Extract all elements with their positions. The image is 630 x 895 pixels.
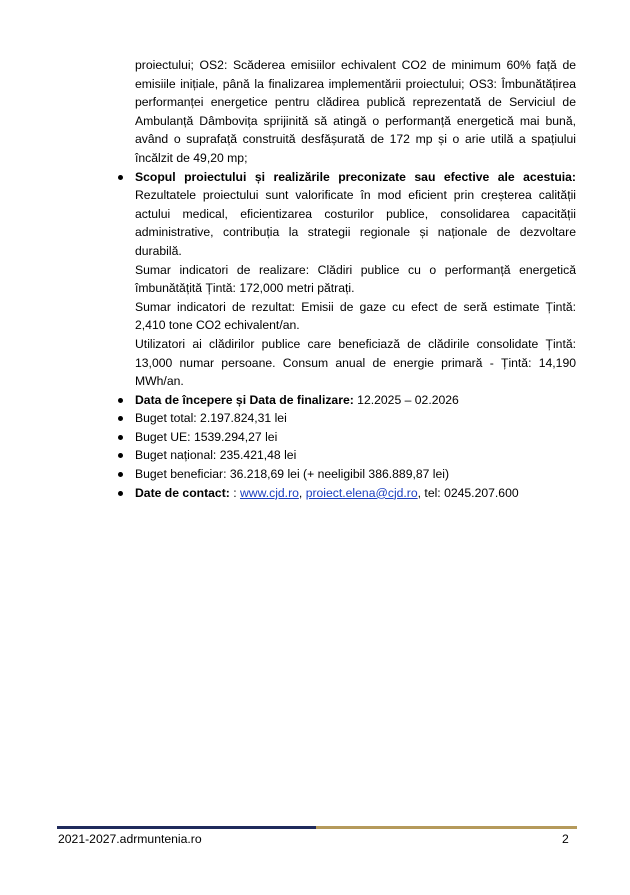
page-number: 2 — [562, 832, 569, 846]
dates-label: Data de începere și Data de finalizare: — [135, 392, 354, 407]
contact-phone: , tel: 0245.207.600 — [417, 485, 519, 500]
realization-indicators: Sumar indicatori de realizare: Clădiri publice cu o performanță energetică îmbunătățită Țintă: 172,000 metri pătrați. — [135, 262, 576, 296]
contact-bullet — [135, 484, 576, 503]
scope-bullet — [135, 168, 576, 261]
scope-text: Rezultatele proiectului sunt valorificate în mod eficient prin creșterea calității actului medical, eficientizarea costurilor publice, consolidarea capacității administrative, contribuția la strategii regionale și naționale de dezvoltare durabilă. — [135, 188, 576, 258]
footer-bar-gold — [316, 826, 577, 829]
contact-prefix: : — [229, 485, 240, 500]
scope-label: Scopul proiectului și realizările preconizate sau efective ale acestuia: — [135, 169, 576, 184]
intro-paragraph: proiectului; OS2: Scăderea emisiilor echivalent CO2 de minimum 60% față de emisiile inițiale, până la finalizarea implementării proiectului; OS3: Îmbunătățirea performanței energetice pentru clădirea publică reprezentată de Serviciul de Ambulanță Dâmbovița sprijinită să atingă o performanță energetică mai bună, având o suprafață construită desfășurată de 172 mp și o arie utilă a spațiului încălzit de 49,20 mp; — [135, 58, 576, 165]
budget-ue: Buget UE: 1539.294,27 lei — [135, 428, 576, 447]
email-link[interactable]: proiect.elena@cjd.ro — [305, 485, 418, 500]
budget-total: Buget total: 2.197.824,31 lei — [135, 409, 576, 428]
footer-bar-navy — [57, 826, 316, 829]
footer-site: 2021-2027.adrmuntenia.ro — [58, 832, 202, 846]
contact-separator: , — [298, 485, 306, 500]
budget-national: Buget național: 235.421,48 lei — [135, 446, 576, 465]
contact-label: Date de contact: — [135, 485, 230, 500]
budget-beneficiary: Buget beneficiar: 36.218,69 lei (+ neeligibil 386.889,87 lei) — [135, 465, 576, 484]
dates-value: 12.2025 – 02.2026 — [353, 392, 459, 407]
dates-bullet — [135, 391, 576, 410]
website-link[interactable]: www.cjd.ro — [239, 485, 299, 500]
user-indicators: Utilizatori ai clădirilor publice care beneficiază de clădirile consolidate Țintă: 13,000 numar persoane. Consum anual de energie primară - Țintă: 14,190 MWh/an. — [135, 336, 576, 389]
document-body — [135, 56, 576, 502]
result-indicators: Sumar indicatori de rezultat: Emisii de gaze cu efect de seră estimate Țintă: 2,410 tone CO2 echivalent/an. — [135, 299, 576, 333]
